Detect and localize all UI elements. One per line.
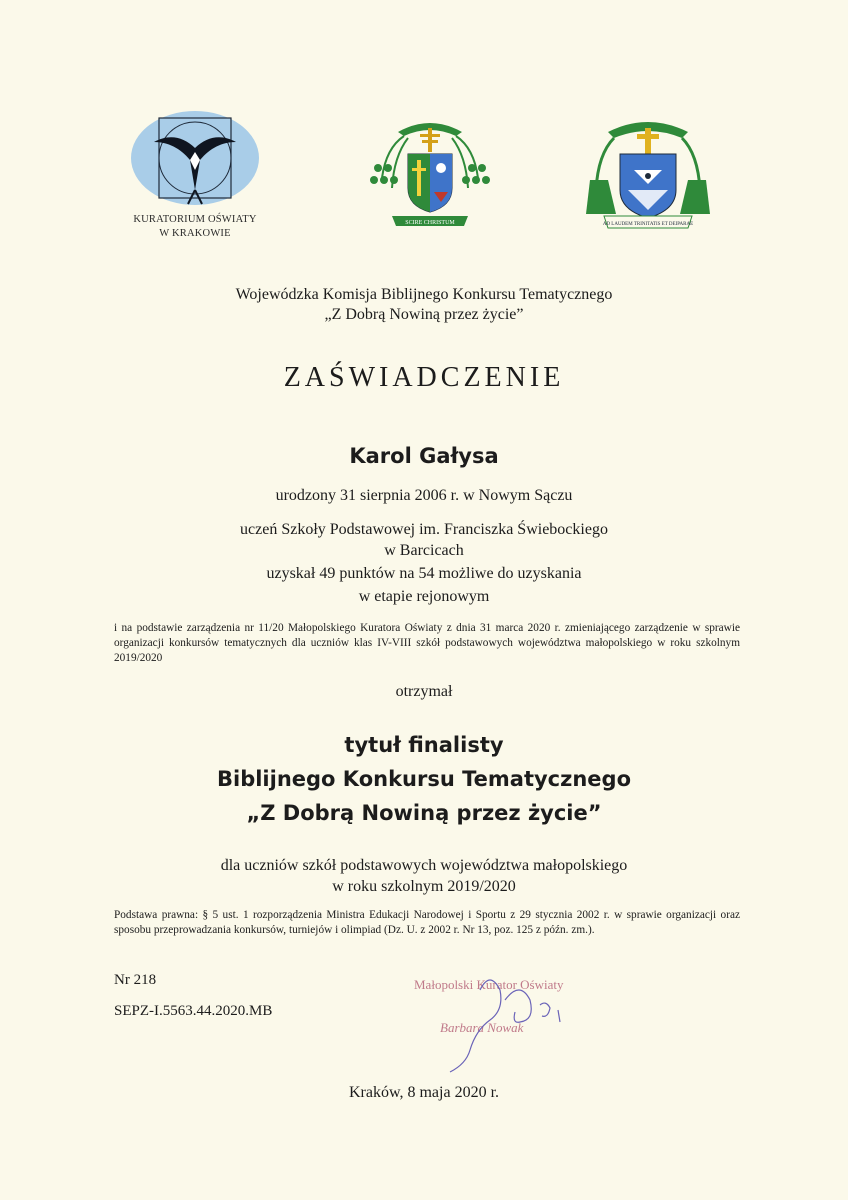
recipient-birth: urodzony 31 sierpnia 2006 r. w Nowym Sączu [275,487,573,504]
recipient-name: Karol Gałysa [349,444,499,468]
place-and-date: Kraków, 8 maja 2020 r. [348,1084,500,1101]
bishop-crest-scire-christum [368,108,492,238]
coat-of-arms-icon [368,108,492,238]
audience-line1: dla uczniów szkół podstawowych województwa małopolskiego [220,857,628,874]
audience-line2: w roku szkolnym 2019/2020 [332,878,516,895]
kuratorium-label-line2: W KRAKOWIE [159,228,231,239]
coat-of-arms-icon [586,110,710,240]
signature-scribble-icon [420,960,590,1080]
award-title: tytuł finalisty [344,733,504,757]
stamp-name: Barbara Nowak [440,1020,524,1035]
recipient-school-line2: w Barcicach [384,542,464,559]
legal-basis-regulation: Podstawa prawna: § 5 ust. 1 rozporządzenia Ministra Edukacji Narodowej i Sportu z 29 stycznia 2002 r. w sprawie organizacji oraz sposobu przeprowadzania konkursów, turniejów i olimpiad (Dz. U. z 2002 r. Nr 13, poz. 125 z późn. zm.). [114,909,740,936]
crest1-motto: SCIRE CHRISTUM [405,220,455,226]
received-label: otrzymał [395,683,453,700]
commission-line1: Wojewódzka Komisja Biblijnego Konkursu Tematycznego [235,286,613,303]
crest2-motto: AD LAUDEM TRINITATIS ET DEIPARAE [602,222,694,227]
award-competition: Biblijnego Konkursu Tematycznego [217,767,631,791]
recipient-stage: w etapie rejonowym [358,588,490,605]
award-competition-motto: „Z Dobrą Nowiną przez życie” [246,801,602,825]
case-reference: SEPZ-I.5563.44.2020.MB [114,1003,273,1019]
certificate-number: Nr 218 [114,972,157,988]
legal-basis-ordinance: i na podstawie zarządzenia nr 11/20 Małopolskiego Kuratora Oświaty z dnia 31 marca 2020 r. zmieniającego zarządzenie w sprawie organizacji konkursów tematycznych dla uczniów klas IV-VIII szkół podstawowych województwa małopolskiego w roku szkolnym 2019/2020 [114,622,740,664]
recipient-score: uzyskał 49 punktów na 54 możliwe do uzyskania [266,565,582,582]
commission-line2: „Z Dobrą Nowiną przez życie” [324,306,524,323]
document-title: ZAŚWIADCZENIE [283,362,565,393]
recipient-school-line1: uczeń Szkoły Podstawowej im. Franciszka Świebockiego [240,521,608,538]
stamp-title: Małopolski Kurator Oświaty [414,977,564,992]
bishop-crest-ad-laudem [586,110,710,240]
kuratorium-label-line1: KURATORIUM OŚWIATY [133,214,257,225]
swallow-logo-icon [128,108,262,214]
kuratorium-logo [128,108,262,248]
